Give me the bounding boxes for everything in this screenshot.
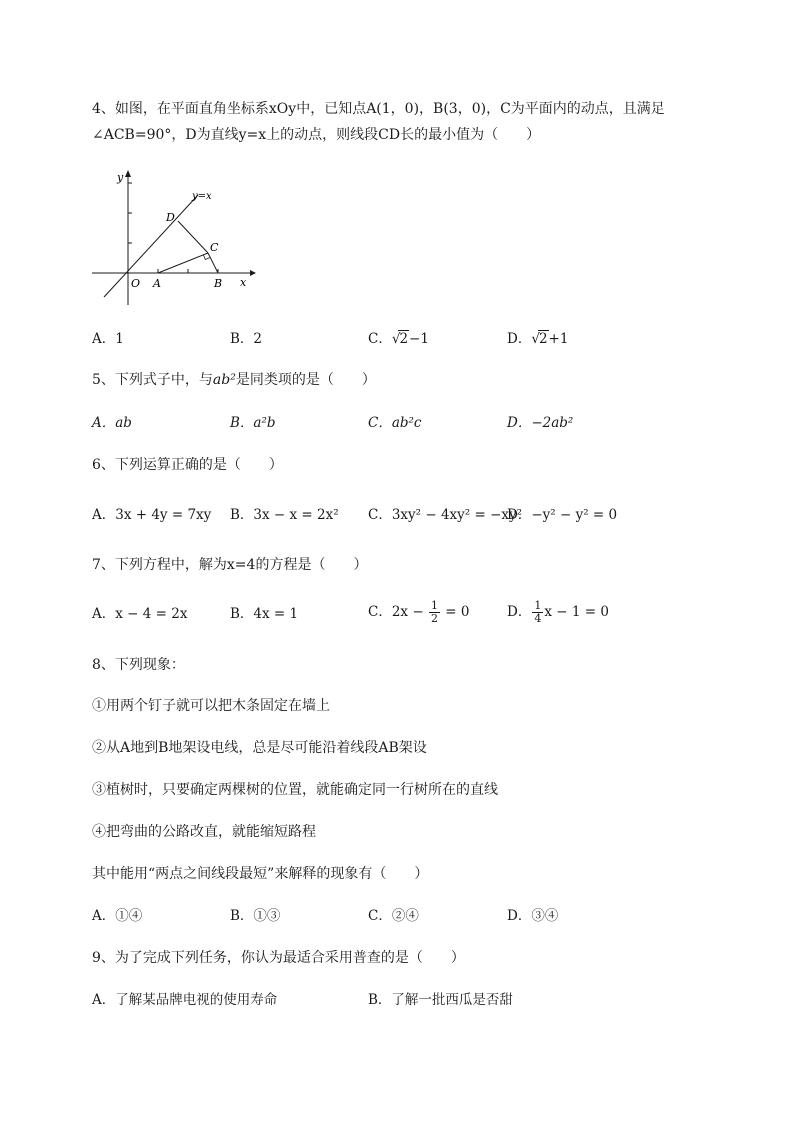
q4-stem-line2: ∠ACB=90°，D为直线y=x上的动点，则线段CD长的最小值为（ ）	[92, 127, 541, 143]
label-B: B	[214, 277, 223, 290]
label-line: y=x	[192, 191, 212, 202]
q7-option-a[interactable]: A．x − 4 = 2x	[92, 606, 188, 622]
x-axis-arrow-icon	[250, 270, 256, 276]
q8-item-1: ①用两个钉子就可以把木条固定在墙上	[92, 698, 330, 714]
q7-option-c[interactable]: C．2x − $\frac{1}{2}$ = 0	[368, 599, 470, 625]
q8-question: 其中能用“两点之间线段最短”来解释的现象有（ ）	[92, 866, 429, 882]
q4-option-a[interactable]: A．1	[92, 331, 124, 347]
q8-item-2: ②从A地到B地架设电线，总是尽可能沿着线段AB架设	[92, 740, 427, 756]
q4-option-c[interactable]: C．√2−1	[368, 331, 429, 347]
q8-item-4: ④把弯曲的公路改直，就能缩短路程	[92, 824, 316, 840]
q8-stem: 8、下列现象：	[92, 657, 185, 673]
q8-option-d[interactable]: D．③④	[507, 908, 559, 924]
q5-option-a[interactable]: A．ab	[92, 415, 132, 431]
q8-option-c[interactable]: C．②④	[368, 908, 419, 924]
line-y-eq-x	[104, 195, 198, 297]
q6-option-a[interactable]: A．3x + 4y = 7xy	[92, 507, 212, 523]
q4-option-d[interactable]: D．√2+1	[507, 331, 569, 347]
q7-option-d[interactable]: D． $\frac{1}{4}$ x − 1 = 0	[507, 599, 609, 625]
q9-option-b[interactable]: B．了解一批西瓜是否甜	[368, 992, 513, 1008]
q4-stem-line1: 4、如图，在平面直角坐标系xOy中，已知点A(1，0)，B(3，0)，C为平面内的动点，且满足	[92, 101, 665, 117]
q5-option-c[interactable]: C．ab²c	[368, 415, 422, 431]
q6-stem: 6、下列运算正确的是（ ）	[92, 457, 283, 473]
label-A: A	[153, 277, 161, 290]
q4-option-b[interactable]: B．2	[230, 331, 263, 347]
q7-option-b[interactable]: B．4x = 1	[230, 606, 299, 622]
y-axis-arrow-icon	[125, 170, 131, 177]
q8-option-a[interactable]: A．①④	[92, 908, 143, 924]
label-y: y	[117, 171, 124, 184]
q5-option-d[interactable]: D．−2ab²	[507, 415, 574, 431]
q7-stem: 7、下列方程中，解为x=4的方程是（ ）	[92, 557, 368, 573]
q6-option-d[interactable]: D．−y² − y² = 0	[507, 507, 618, 523]
q5-stem: 5、下列式子中，与ab²是同类项的是（ ）	[92, 372, 376, 388]
q9-option-a[interactable]: A．了解某品牌电视的使用寿命	[92, 992, 278, 1008]
label-D: D	[166, 211, 175, 224]
label-C: C	[210, 241, 219, 254]
segment-CD	[178, 221, 208, 253]
label-x: x	[240, 276, 247, 289]
segment-BC	[208, 253, 218, 273]
q6-option-b[interactable]: B．3x − x = 2x²	[230, 507, 339, 523]
q4-figure	[90, 165, 260, 310]
q9-stem: 9、为了完成下列任务，你认为最适合采用普查的是（ ）	[92, 950, 465, 966]
q8-option-b[interactable]: B．①③	[230, 908, 281, 924]
label-O: O	[131, 277, 141, 290]
q8-item-3: ③植树时，只要确定两棵树的位置，就能确定同一行树所在的直线	[92, 782, 498, 798]
segment-AC	[158, 253, 208, 273]
q6-option-c[interactable]: C．3xy² − 4xy² = −xy²	[368, 507, 523, 523]
q5-option-b[interactable]: B．a²b	[230, 415, 276, 431]
